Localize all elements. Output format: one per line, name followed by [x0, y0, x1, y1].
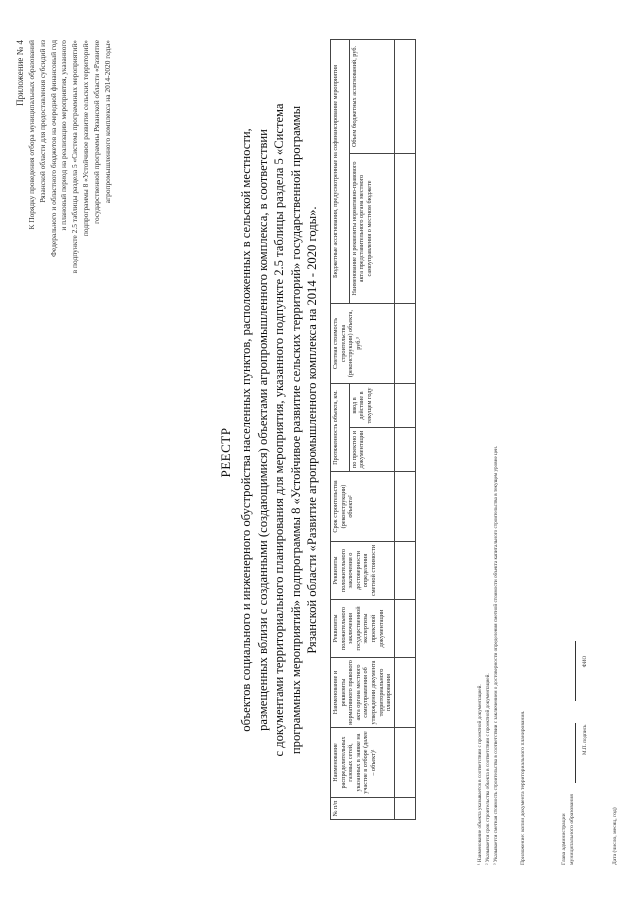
header-budget: Бюджетные ассигнования, предусмотренные на софинансирование мероприятия — [331, 39, 350, 303]
header-budget-act: Наименование и реквизиты нормативно-правового акта представительного органа местного самоуправления о местном бюджете — [349, 154, 394, 304]
subtitle-line: размещенных вблизи с созданными (создающимися) объектами агропромышленного комплекса, в соответствии — [255, 129, 270, 731]
subtitle-line: Рязанской области «Развитие агропромышленного комплекса на 2014 - 2020 годы». — [305, 206, 320, 654]
registry-subtitle — [238, 40, 321, 820]
signature-block — [560, 631, 576, 865]
fio-line — [575, 641, 576, 701]
table-cell — [394, 472, 415, 542]
table-cell — [394, 798, 415, 820]
header-construction-term: Срок строительства (реконструкции) объекта² — [331, 472, 395, 542]
table-cell — [394, 600, 415, 658]
signature-line — [575, 723, 576, 783]
header-planning-act: Наименование и реквизиты нормативного правового акта органа местного самоуправления об утверждении документа территориального планирования — [331, 658, 395, 728]
subtitle-line: с документами территориального планирования для мероприятия, указанного подпункте 2.5 таблицы раздела 5 «Система — [272, 103, 287, 757]
table-cell — [394, 39, 415, 153]
appendix-line: Федерального и областного бюджетов на очередной финансовый год — [48, 40, 58, 257]
appendix-header — [14, 40, 113, 400]
appendix-title: Приложение № 4 — [15, 40, 25, 106]
header-estimate: Сметная стоимость строительства (реконструкции) объекта, руб.³ — [331, 304, 395, 384]
appendix-line: государственной программы Рязанской области «Развитие — [91, 40, 101, 224]
head-title-line1: Глава администрации — [561, 813, 567, 865]
head-title-text: муниципального образования — [569, 794, 575, 865]
appendix-line: К Порядку проведения отбора муниципальных образований — [27, 40, 36, 230]
stamp-caption: М.П. подпись — [582, 724, 588, 755]
header-expertise: Реквизиты положительного заключения государственной экспертизы проектной документации — [331, 600, 395, 658]
footnote: ¹ Наименование объекта указывается в соответствии с проектной документацией. — [477, 684, 483, 865]
registry-table — [330, 39, 416, 820]
header-length-project: по проектно и документации — [349, 428, 394, 472]
header-length-year: ввод в действие в текущем году — [349, 384, 394, 428]
footnotes — [476, 105, 500, 865]
signature-captions — [582, 600, 588, 755]
footnote: ³ Указывается сметная стоимость строительства в соответствии с заключением о достоверности определения сметной стоимости объекта капитального строительства в текущем уровне цен. — [493, 445, 499, 865]
header-cost-certificate: Реквизиты положительного заключения о достоверности определения сметной стоимости — [331, 542, 395, 600]
footnote: ² Указывается срок строительства объекта в соответствии с проектной документацией. — [485, 673, 491, 865]
table-row — [394, 39, 415, 819]
subtitle-line: программных мероприятий» подпрограммы 8 «Устойчивое развитие сельских территорий» государственной программы — [288, 105, 303, 755]
table-cell — [394, 384, 415, 428]
appendix-line: и плановый период на реализацию мероприятия, указанного — [59, 40, 69, 231]
appendix-line: подпрограммы 8 «Устойчивое развитие сельских территорий» — [80, 40, 90, 237]
header-num: № п/п — [331, 798, 395, 820]
table-cell — [394, 428, 415, 472]
appendix-line: Рязанской области для предоставления субсидий из — [37, 40, 47, 203]
appendix-line: агропромышленного комплекса на 2014-2020 годы» — [102, 40, 112, 204]
appendix-line: в подпункте 2.5 таблицы раздела 5 «Система программных мероприятий» — [70, 40, 80, 274]
header-object-name: Наименование распределительных газовых сетей, указанных в заявке на участие в отборе (далее – объект)¹ — [331, 728, 395, 798]
attachment-note: Приложение: копии документа территориального планирования. — [520, 710, 526, 865]
table-cell — [394, 154, 415, 304]
fio-caption: ФИО — [582, 655, 588, 668]
table-cell — [394, 542, 415, 600]
table-header-row — [331, 39, 350, 819]
header-budget-sum: Объем бюджетных ассигнований, руб. — [349, 39, 394, 153]
table-cell — [394, 304, 415, 384]
registry-title: РЕЕСТР — [218, 427, 233, 478]
table-cell — [394, 728, 415, 798]
head-title-line2 — [568, 631, 576, 865]
subtitle-line: объектов социального и инженерного обустройства населенных пунктов, расположенных в сельской местности, — [239, 128, 253, 732]
header-length: Протяженность объекта, км. — [331, 384, 350, 472]
date-caption: Дата (число, месяц, год) — [612, 807, 618, 865]
table-cell — [394, 658, 415, 728]
